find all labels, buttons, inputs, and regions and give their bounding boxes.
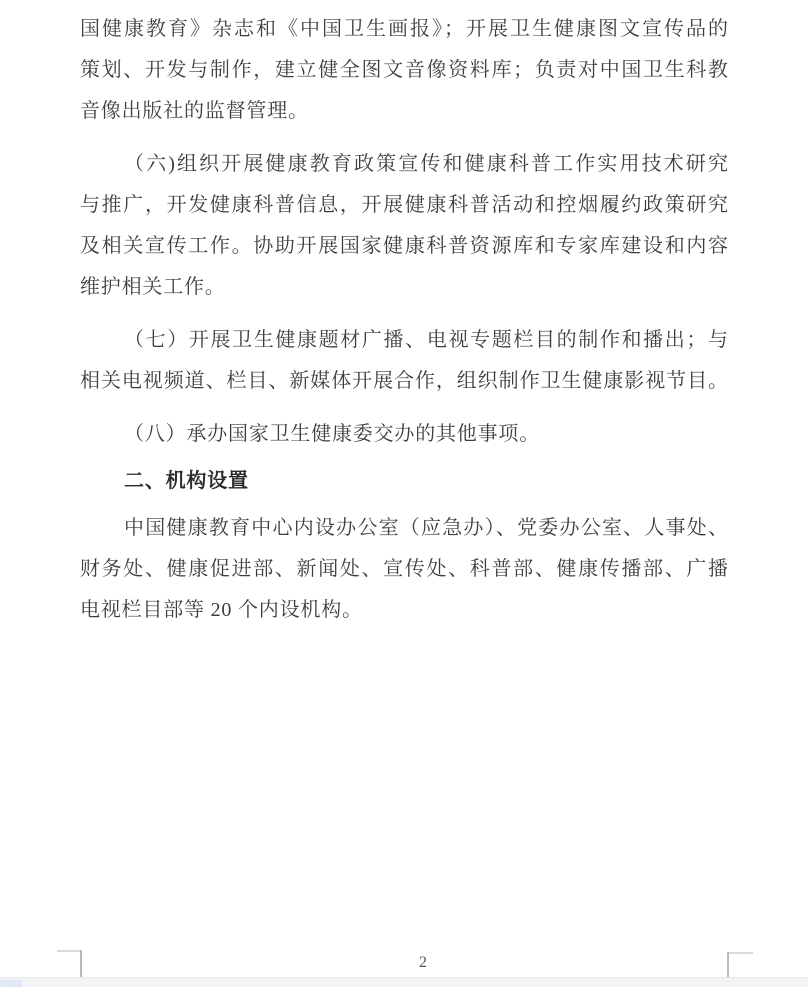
- text-line: 中国健康教育中心内设办公室（应急办）、党委办公室、人事处、: [124, 517, 728, 539]
- para-publications-continuation: [80, 9, 728, 132]
- footer-boundary-mark-right-horizontal: [728, 952, 753, 954]
- footer-boundary-mark-left-vertical: [80, 950, 82, 977]
- text-line: 财务处、健康促进部、新闻处、宣传处、科普部、健康传播部、广播: [80, 558, 728, 580]
- text-line: 及相关宣传工作。协助开展国家健康科普资源库和专家库建设和内容: [80, 235, 728, 257]
- text-line: 电视栏目部等 20 个内设机构。: [80, 599, 363, 621]
- text-line: 二、机构设置: [124, 470, 249, 492]
- text-line: （六)组织开展健康教育政策宣传和健康科普工作实用技术研究: [124, 153, 728, 175]
- footer-boundary-mark-right-vertical: [727, 952, 729, 979]
- document-body: [80, 9, 728, 631]
- horizontal-scrollbar-thumb[interactable]: [0, 980, 22, 987]
- text-line: 相关电视频道、栏目、新媒体开展合作，组织制作卫生健康影视节目。: [80, 370, 728, 392]
- text-line: 国健康教育》杂志和《中国卫生画报》；开展卫生健康图文宣传品的: [80, 18, 728, 40]
- text-line: 维护相关工作。: [80, 276, 226, 298]
- para-duty-7: [80, 320, 728, 402]
- text-line: 与推广，开发健康科普信息，开展健康科普活动和控烟履约政策研究: [80, 194, 728, 216]
- text-line: （八）承办国家卫生健康委交办的其他事项。: [124, 423, 540, 445]
- page-number: 2: [419, 954, 427, 971]
- para-duty-6: [80, 144, 728, 308]
- text-line: 音像出版社的监督管理。: [80, 100, 309, 122]
- text-line: 策划、开发与制作，建立健全图文音像资料库；负责对中国卫生科教: [80, 59, 728, 81]
- horizontal-scrollbar-track[interactable]: [0, 977, 808, 987]
- heading-section-2: [80, 461, 728, 502]
- footer-boundary-mark-left-horizontal: [57, 950, 82, 952]
- para-duty-8: [80, 414, 728, 455]
- text-line: （七）开展卫生健康题材广播、电视专题栏目的制作和播出；与: [124, 329, 728, 351]
- para-org-structure: [80, 508, 728, 631]
